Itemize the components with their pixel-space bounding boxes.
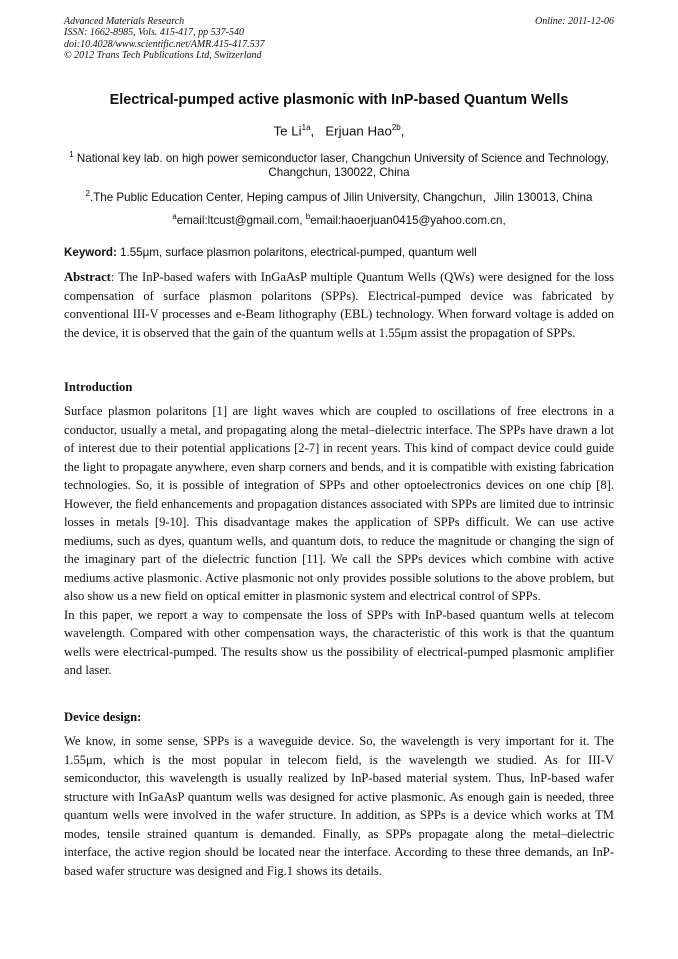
email-link[interactable]: email:ltcust@gmail.com, xyxy=(176,213,303,227)
affiliation-2 xyxy=(40,187,638,205)
author-superscript: 1a xyxy=(301,123,311,132)
device-design-body xyxy=(64,732,614,880)
author-superscript: 2b xyxy=(391,123,401,132)
section-heading-device-design: Device design: xyxy=(64,710,142,724)
paper-title: Electrical-pumped active plasmonic with InP-based Quantum Wells xyxy=(109,92,569,108)
paragraph: We know, in some sense, SPPs is a waveguide device. So, the wavelength is very important for it. The 1.55μm, which is the most popular in telecom field, is the wavelength we studied. As for III-V semiconductor, this wavelength is usually realized by InP-based material system. Thus, InP-based wafer structure with InGaAsP quantum wells was designed for active plasmonic. As enough gain is needed, three quantum wells were involved in the wafer structure. In addition, as SPPs is a device which works at TM modes, tensile strained quantum is demanded. Finally, as SPPs propagate along the metal–dielectric interface, the active region should be located near the interface. According to these three demands, an InP-based wafer structure was designed and Fig.1 shows its details. xyxy=(64,734,614,878)
paragraph: In this paper, we report a way to compensate the loss of SPPs with InP-based quantum wells at telecom wavelength. Compared with other compensation ways, the characteristic of this work is that the quantum wells were electrical-pumped. The results show us the possibility of electrical-pumped plasmonic amplifier and laser. xyxy=(64,607,614,677)
abstract-text: : The InP-based wafers with InGaAsP multiple Quantum Wells (QWs) were designed for the loss compensation of surface plasmon polaritons (SPPs). Electrical-pumped device was fabricated by conventional III-V processes and e-Beam lithography (EBL) technology. When forward voltage is added on the device, it is observed that the gain of the quantum wells at 1.55μm assist the propagation of SPPs. xyxy=(64,270,614,340)
keywords-line xyxy=(64,246,614,259)
affiliation-text: National key lab. on high power semiconductor laser, Changchun University of Science and Technology, Changchun, 130022, China xyxy=(76,151,609,180)
affiliation-superscript: 2 xyxy=(85,189,90,198)
affiliation-1 xyxy=(64,148,614,181)
email-superscript: b xyxy=(305,212,311,221)
doi-line: doi:10.4028/www.scientific.net/AMR.415-417.537 xyxy=(64,38,265,50)
author-list: Te $Li^{1a}$, Erjuan Hao$^{2b}$, xyxy=(273,123,405,139)
affiliation-text: .The Public Education Center, Heping campus of Jilin University, Changchun，Jilin 130013, China xyxy=(89,190,593,204)
author-name: Te Li xyxy=(273,123,302,139)
introduction-body xyxy=(64,402,614,680)
abstract xyxy=(64,268,614,342)
abstract-label: Abstract xyxy=(64,270,111,284)
affiliation-superscript: 1 xyxy=(69,150,74,159)
section-heading-introduction: Introduction xyxy=(64,380,133,394)
online-date: Online: 2011-12-06 xyxy=(535,16,614,27)
journal-header xyxy=(64,16,424,62)
keyword-list: 1.55μm, surface plasmon polaritons, electrical-pumped, quantum well xyxy=(120,246,477,259)
keyword-label: Keyword: xyxy=(64,246,117,259)
author-name: Erjuan Hao xyxy=(325,123,392,139)
journal-name: Advanced Materials Research xyxy=(64,16,185,27)
issn-line: ISSN: 1662-8985, Vols. 415-417, pp 537-540 xyxy=(64,27,244,39)
email-line xyxy=(40,212,638,227)
email-link[interactable]: email:haoerjuan0415@yahoo.com.cn, xyxy=(310,213,506,227)
paragraph: Surface plasmon polaritons [1] are light waves which are coupled to oscillations of free electrons in a conductor, usually a metal, and propagating along the metal–dielectric interface. The SPPs have drawn a lot of interest due to their potential applications [2-7] in recent years. This kind of compact device could guide the light to propagate anywhere, even sharp corners and bends, and it is compatible with existing fabrication technologies. So, it is possible of integration of SPPs and other optoelectronics devices on one chip [8]. However, the field enhancements and propagation distances associated with SPPs are limited due to intrinsic losses in metals [9-10]. This disadvantage makes the application of SPPs difficult. We can use active mediums, such as dyes, quantum wells, and quantum dots, to reduce the magnitude or changing the sign of the imaginary part of the dielectric function [11]. We call the SPPs devices which combine with active mediums active plasmonic. Active plasmonic not only provides possible solutions to the above problem, but also show us a new field on optical emitter in plasmonic system and electrical control of SPPs. xyxy=(64,404,614,603)
email-superscript: a xyxy=(172,212,177,221)
copyright-line: © 2012 Trans Tech Publications Ltd, Switzerland xyxy=(64,50,262,62)
